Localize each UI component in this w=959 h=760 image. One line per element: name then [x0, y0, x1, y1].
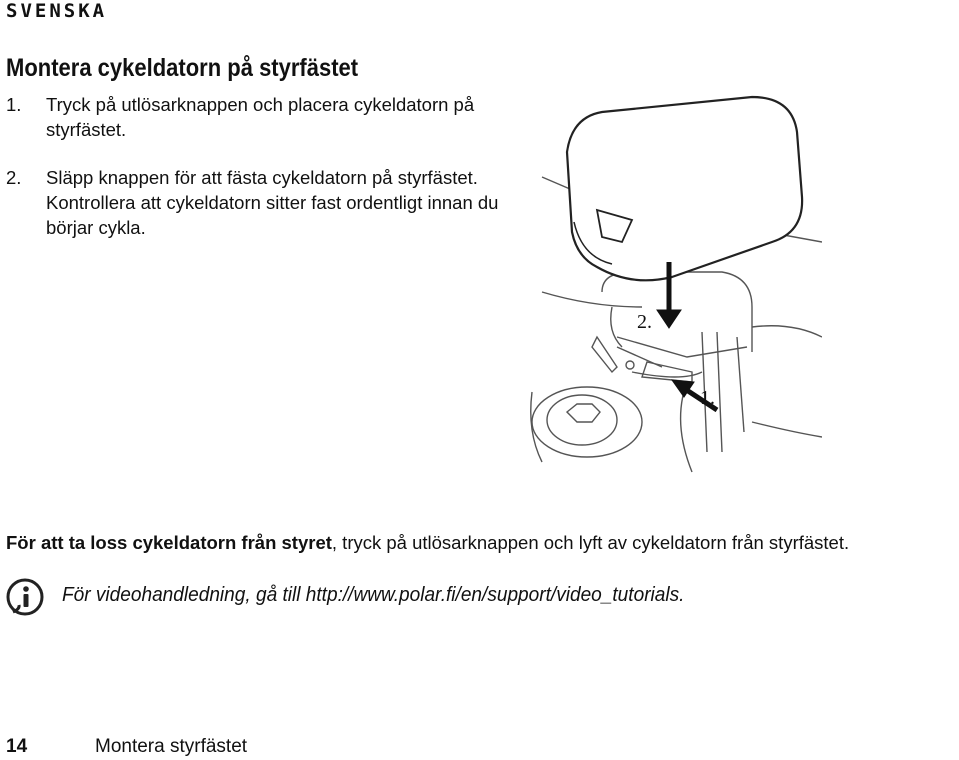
figure-label-1: 1. — [700, 387, 715, 409]
section-title: Montera cykeldatorn på styrfästet — [6, 54, 359, 82]
video-note: För videohandledning, gå till http://www.polar.fi/en/support/video_tutorials. — [62, 583, 685, 606]
removal-bold-text: För att ta loss cykeldatorn från styret — [6, 532, 332, 553]
mount-illustration — [522, 92, 822, 502]
figure-label-2: 2. — [637, 311, 652, 333]
removal-rest-text: , tryck på utlösarknappen och lyft av cykeldatorn från styrfästet. — [331, 532, 850, 553]
language-label: SVENSKA — [6, 0, 108, 22]
step-text: Tryck på utlösarknappen och placera cykeldatorn på styrfästet. — [46, 94, 475, 140]
footer-title: Montera styrfästet — [95, 736, 248, 757]
step-number: 2. — [6, 167, 22, 188]
step-text: Släpp knappen för att fästa cykeldatorn på styrfästet. Kontrollera att cykeldatorn sitter fast ordentligt innan du börjar cykla. — [46, 167, 499, 238]
page-number: 14 — [6, 736, 28, 757]
step-number: 1. — [6, 94, 22, 115]
removal-instructions — [6, 532, 959, 554]
info-icon — [5, 577, 45, 617]
